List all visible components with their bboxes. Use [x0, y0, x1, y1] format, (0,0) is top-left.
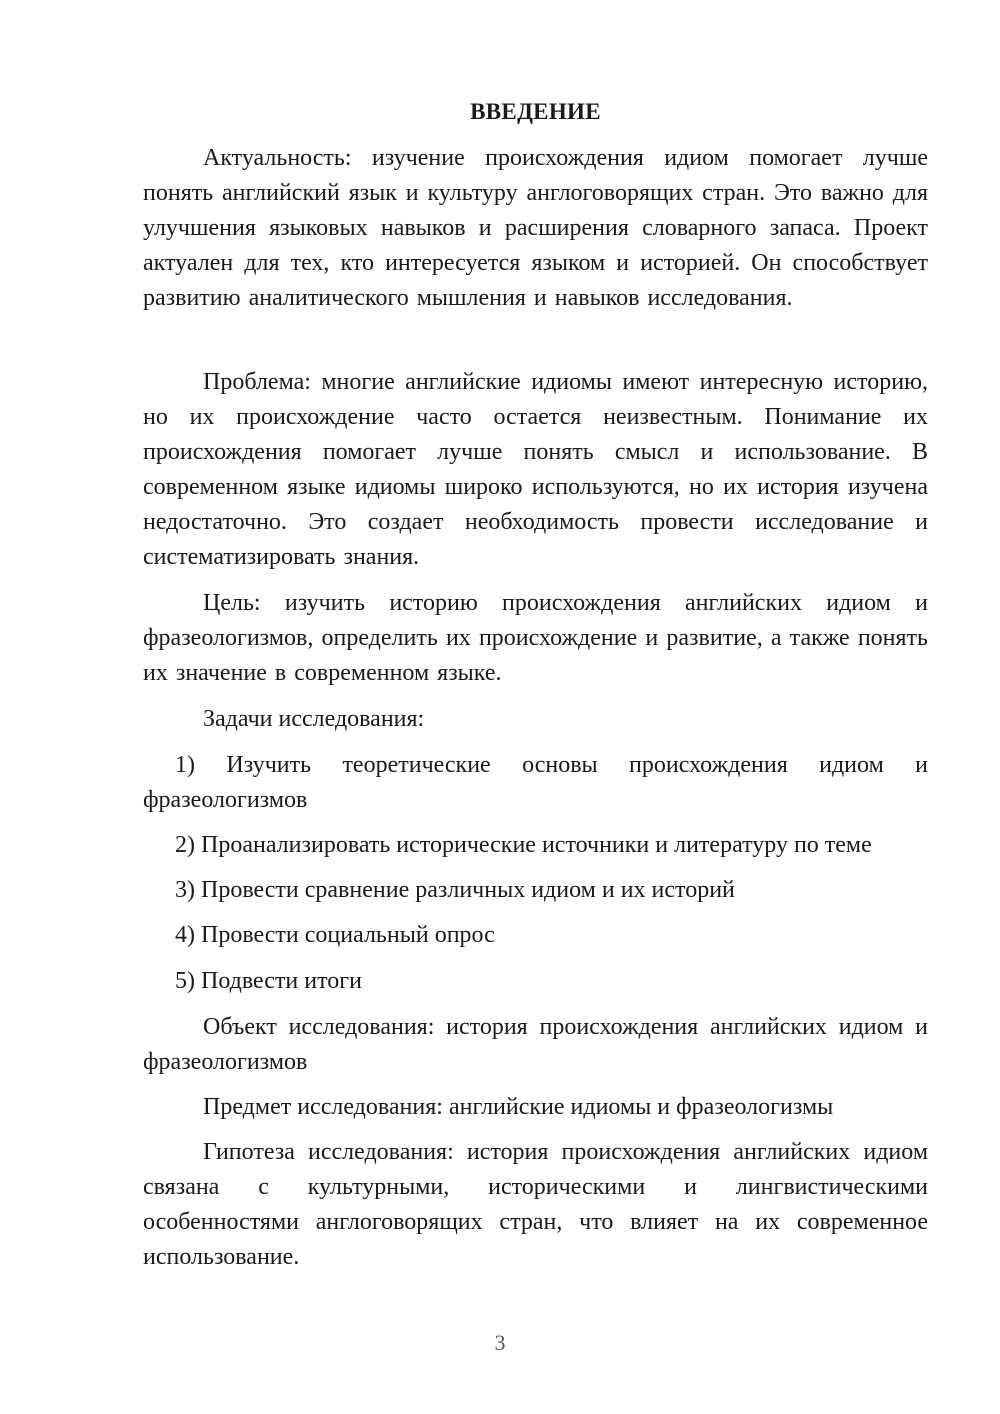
object-paragraph: Объект исследования: история происхождения английских идиом и фразеологизмов	[143, 1014, 928, 1075]
task-item-4: 4) Провести социальный опрос	[175, 922, 495, 948]
goal-paragraph: Цель: изучить историю происхождения английских идиом и фразеологизмов, определить их происхождение и развитие, а также понять их значение в современном языке.	[143, 590, 928, 686]
section-title: ВВЕДЕНИЕ	[470, 99, 601, 124]
hypothesis-paragraph: Гипотеза исследования: история происхождения английских идиом связана с культурными, историческими и лингвистическими особенностями англоговорящих стран, что влияет на их современное использование.	[143, 1139, 928, 1270]
task-item-5: 5) Подвести итоги	[175, 968, 362, 994]
subject-paragraph: Предмет исследования: английские идиомы и фразеологизмы	[203, 1094, 834, 1120]
task-item-3: 3) Провести сравнение различных идиом и их историй	[175, 877, 735, 903]
task-item-1: 1) Изучить теоретические основы происхождения идиом и фразеологизмов	[143, 752, 928, 813]
tasks-heading: Задачи исследования:	[203, 706, 425, 732]
page-number: 3	[494, 1330, 506, 1355]
task-item-2: 2) Проанализировать исторические источники и литературу по теме	[175, 832, 872, 858]
relevance-paragraph: Актуальность: изучение происхождения идиом помогает лучше понять английский язык и культуру англоговорящих стран. Это важно для улучшения языковых навыков и расширения словарного запаса. Проект актуален для тех, кто интересуется языком и историей. Он способствует развитию аналитического мышления и навыков исследования.	[143, 145, 928, 311]
problem-paragraph: Проблема: многие английские идиомы имеют интересную историю, но их происхождение часто остается неизвестным. Понимание их происхождения помогает лучше понять смысл и использование. В современном языке идиомы широко используются, но их история изучена недостаточно. Это создает необходимость провести исследование и систематизировать знания.	[143, 369, 928, 570]
